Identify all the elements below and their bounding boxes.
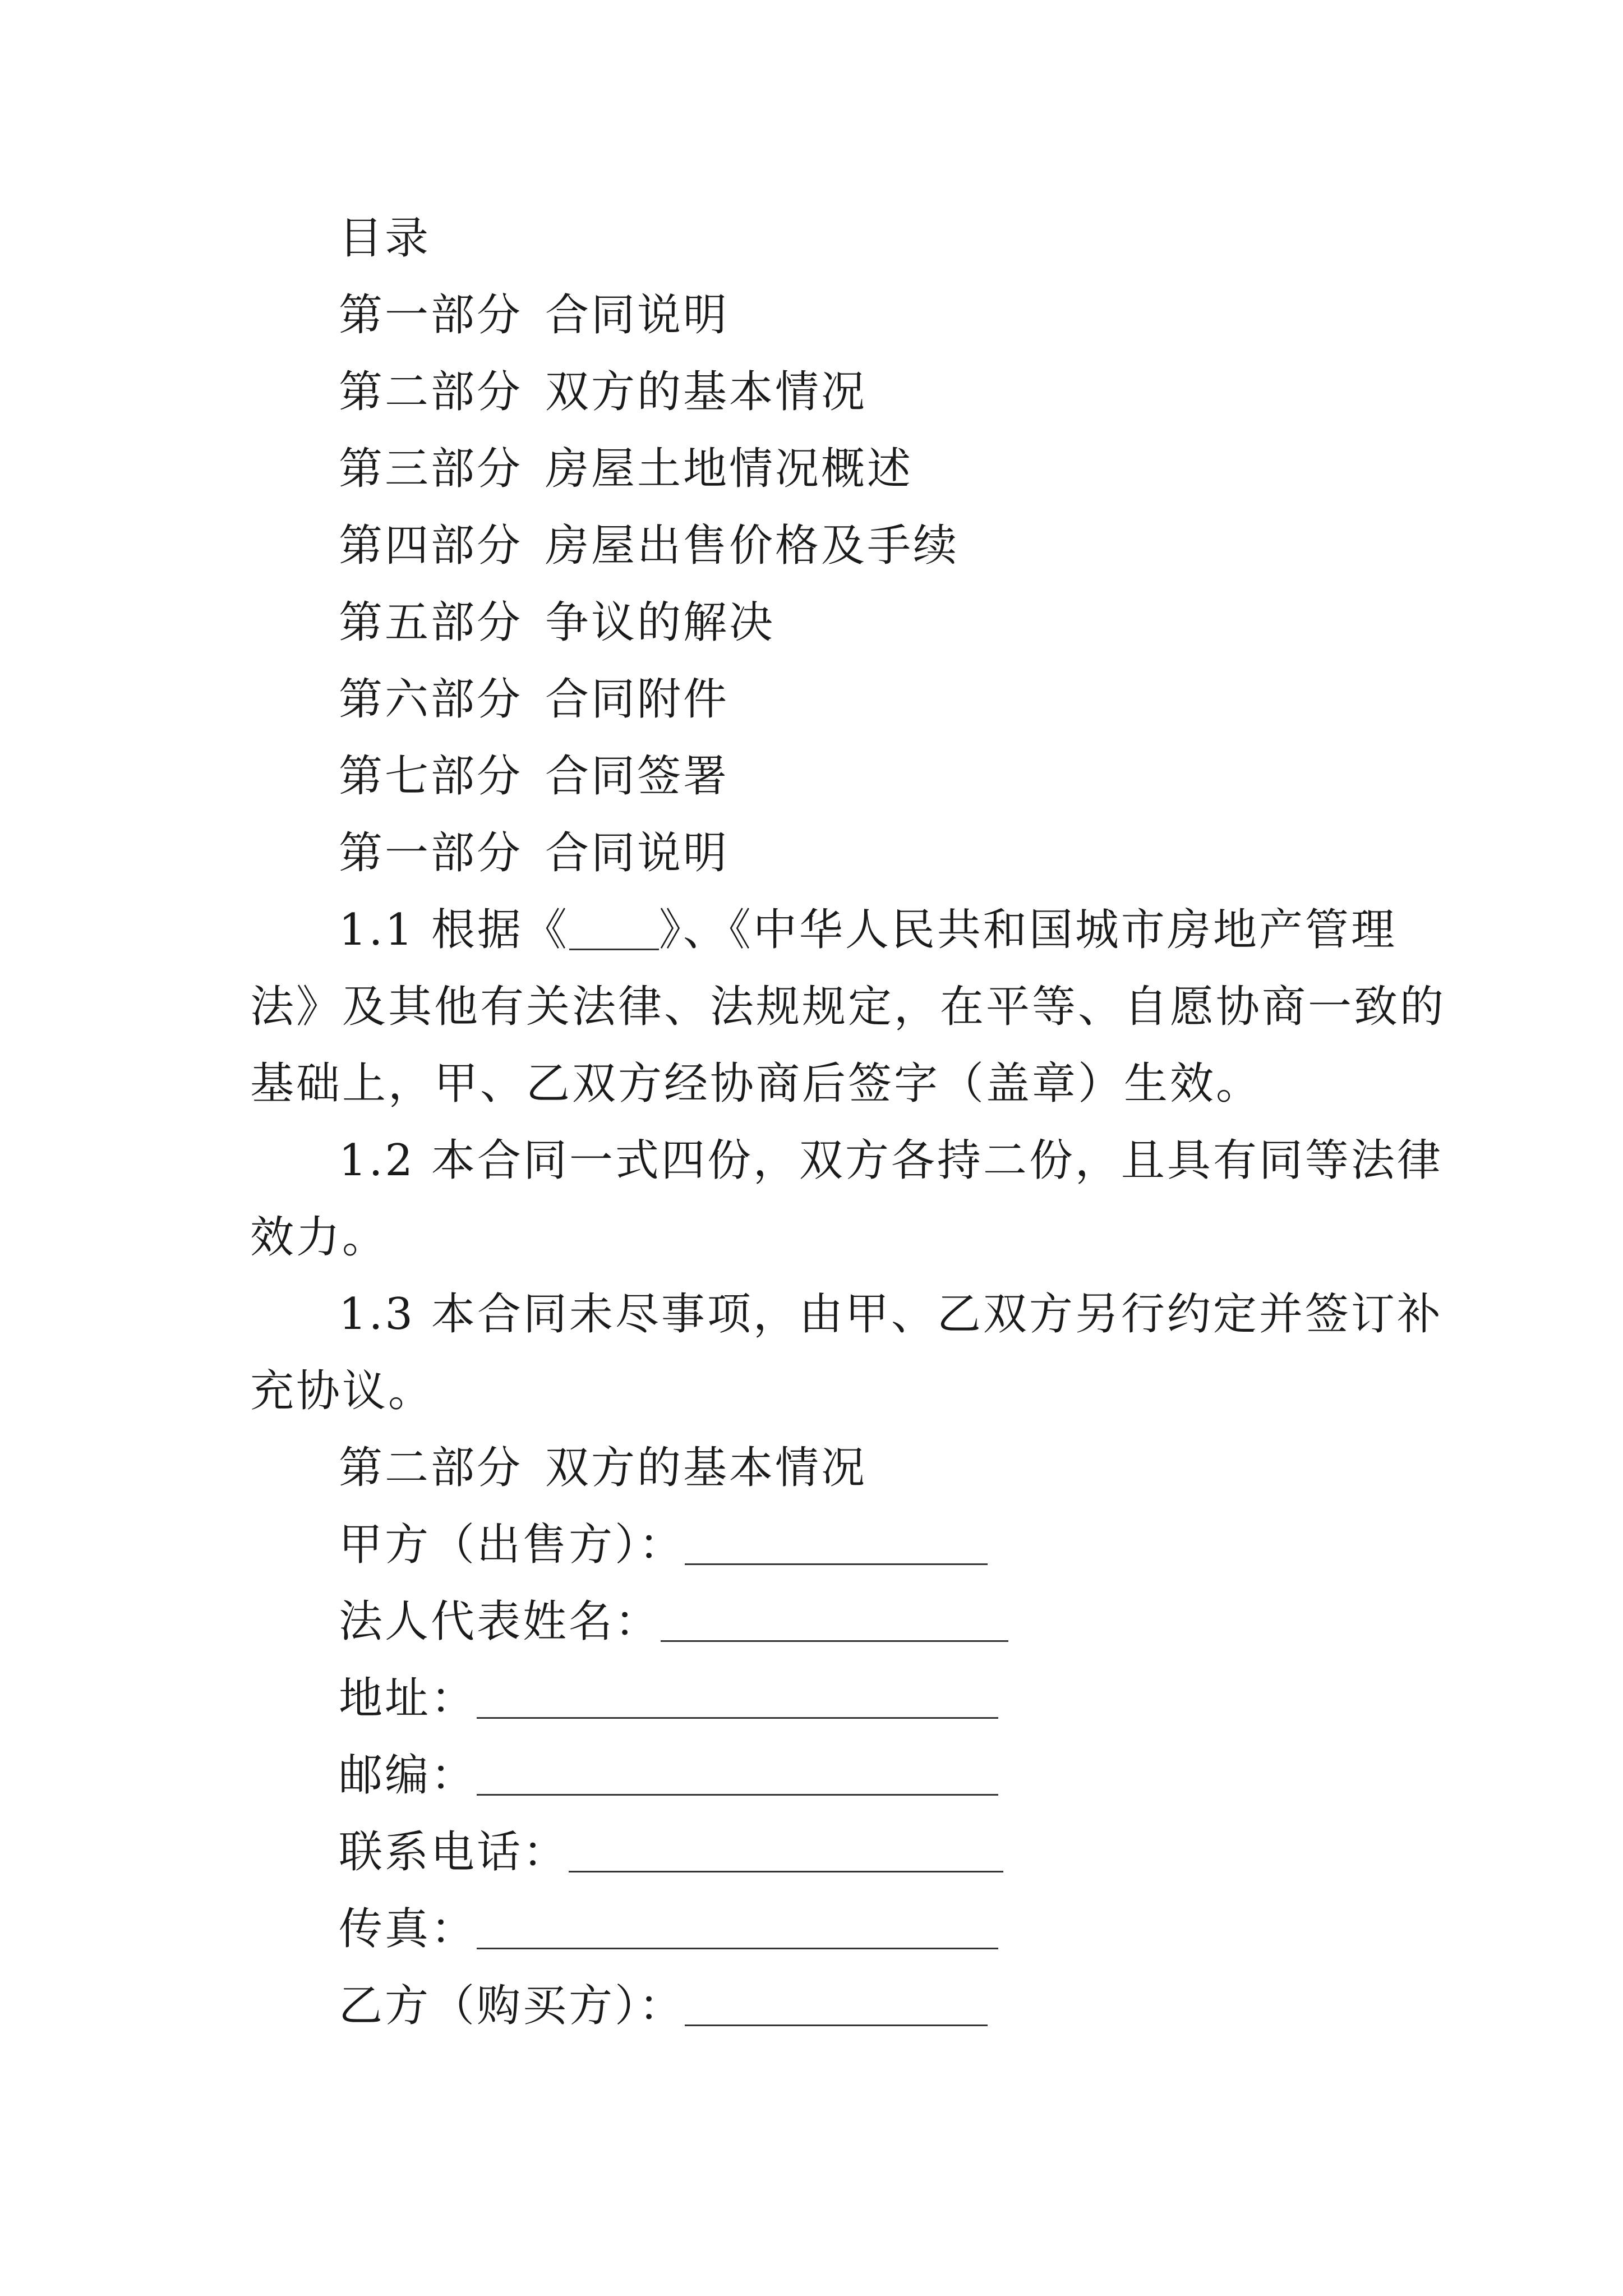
address-field [339,1671,998,1727]
clause-line: 1.2 本合同一式四份，双方各持二份，且具有同等法律 [339,1135,1443,1186]
fill-blank[interactable] [685,1985,988,2026]
clause-line: 1.3 本合同未尽事项，由甲、乙双方另行约定并签订补 [339,1289,1443,1340]
phone-field [339,1824,1003,1880]
clause-text: 》、《中华人民共和国城市房地产管理 [658,905,1397,955]
clause-line: 效力。 [250,1212,389,1263]
toc-item [339,671,729,728]
section-heading-part: 第二部分 [339,1443,523,1493]
fill-blank[interactable] [685,1524,988,1565]
fill-blank[interactable] [477,1678,998,1719]
toc-item-name: 房屋出售价格及手续 [545,521,960,571]
clause-line: 充协议。 [250,1366,435,1416]
toc-item-part: 第四部分 [339,521,523,571]
section-heading [339,825,729,881]
toc-item-name: 合同附件 [545,674,730,725]
fill-blank[interactable] [569,909,659,950]
fill-blank[interactable] [569,1832,1003,1872]
section-heading-part: 第一部分 [339,828,523,878]
section-heading-name: 合同说明 [545,828,730,878]
toc-item-part: 第五部分 [339,597,523,648]
clause-line: 法》及其他有关法律、法规规定，在平等、自愿协商一致的 [250,982,1446,1032]
field-label: 法人代表姓名： [339,1596,661,1647]
legal-rep-field [339,1594,1008,1650]
postcode-field [339,1747,998,1803]
toc-item [339,595,775,651]
field-label: 甲方（出售方）： [339,1520,685,1570]
field-label: 传真： [339,1904,477,1954]
field-label: 联系电话： [339,1827,569,1878]
toc-item-name: 合同签署 [545,751,730,802]
field-label: 邮编： [339,1750,477,1801]
toc-title: 目录 [339,213,431,264]
field-label: 乙方（购买方）： [339,1981,685,2031]
section-heading [339,1440,867,1496]
party-a-field [339,1517,988,1573]
toc-item-name: 合同说明 [545,290,730,341]
toc-item [339,287,729,343]
toc-item-part: 第三部分 [339,444,523,494]
fax-field [339,1901,998,1957]
fill-blank[interactable] [661,1601,1008,1642]
toc-item [339,518,959,574]
toc-item [339,441,913,497]
section-heading-name: 双方的基本情况 [545,1443,868,1493]
fill-blank[interactable] [477,1908,998,1949]
toc-item-name: 房屋土地情况概述 [545,444,914,494]
fill-blank[interactable] [477,1755,998,1796]
toc-item-part: 第一部分 [339,290,523,341]
clause-line [339,902,1397,958]
toc-item-name: 双方的基本情况 [545,367,868,417]
toc-item-part: 第六部分 [339,674,523,725]
toc-item-part: 第二部分 [339,367,523,417]
clause-text: 1.1 根据《 [339,905,569,955]
toc-item-part: 第七部分 [339,751,523,802]
toc-item [339,364,867,420]
toc-item-name: 争议的解决 [545,597,776,648]
party-b-field [339,1978,988,2034]
toc-item [339,748,729,804]
field-label: 地址： [339,1673,477,1724]
clause-line: 基础上，甲、乙双方经协商后签字（盖章）生效。 [250,1059,1262,1109]
